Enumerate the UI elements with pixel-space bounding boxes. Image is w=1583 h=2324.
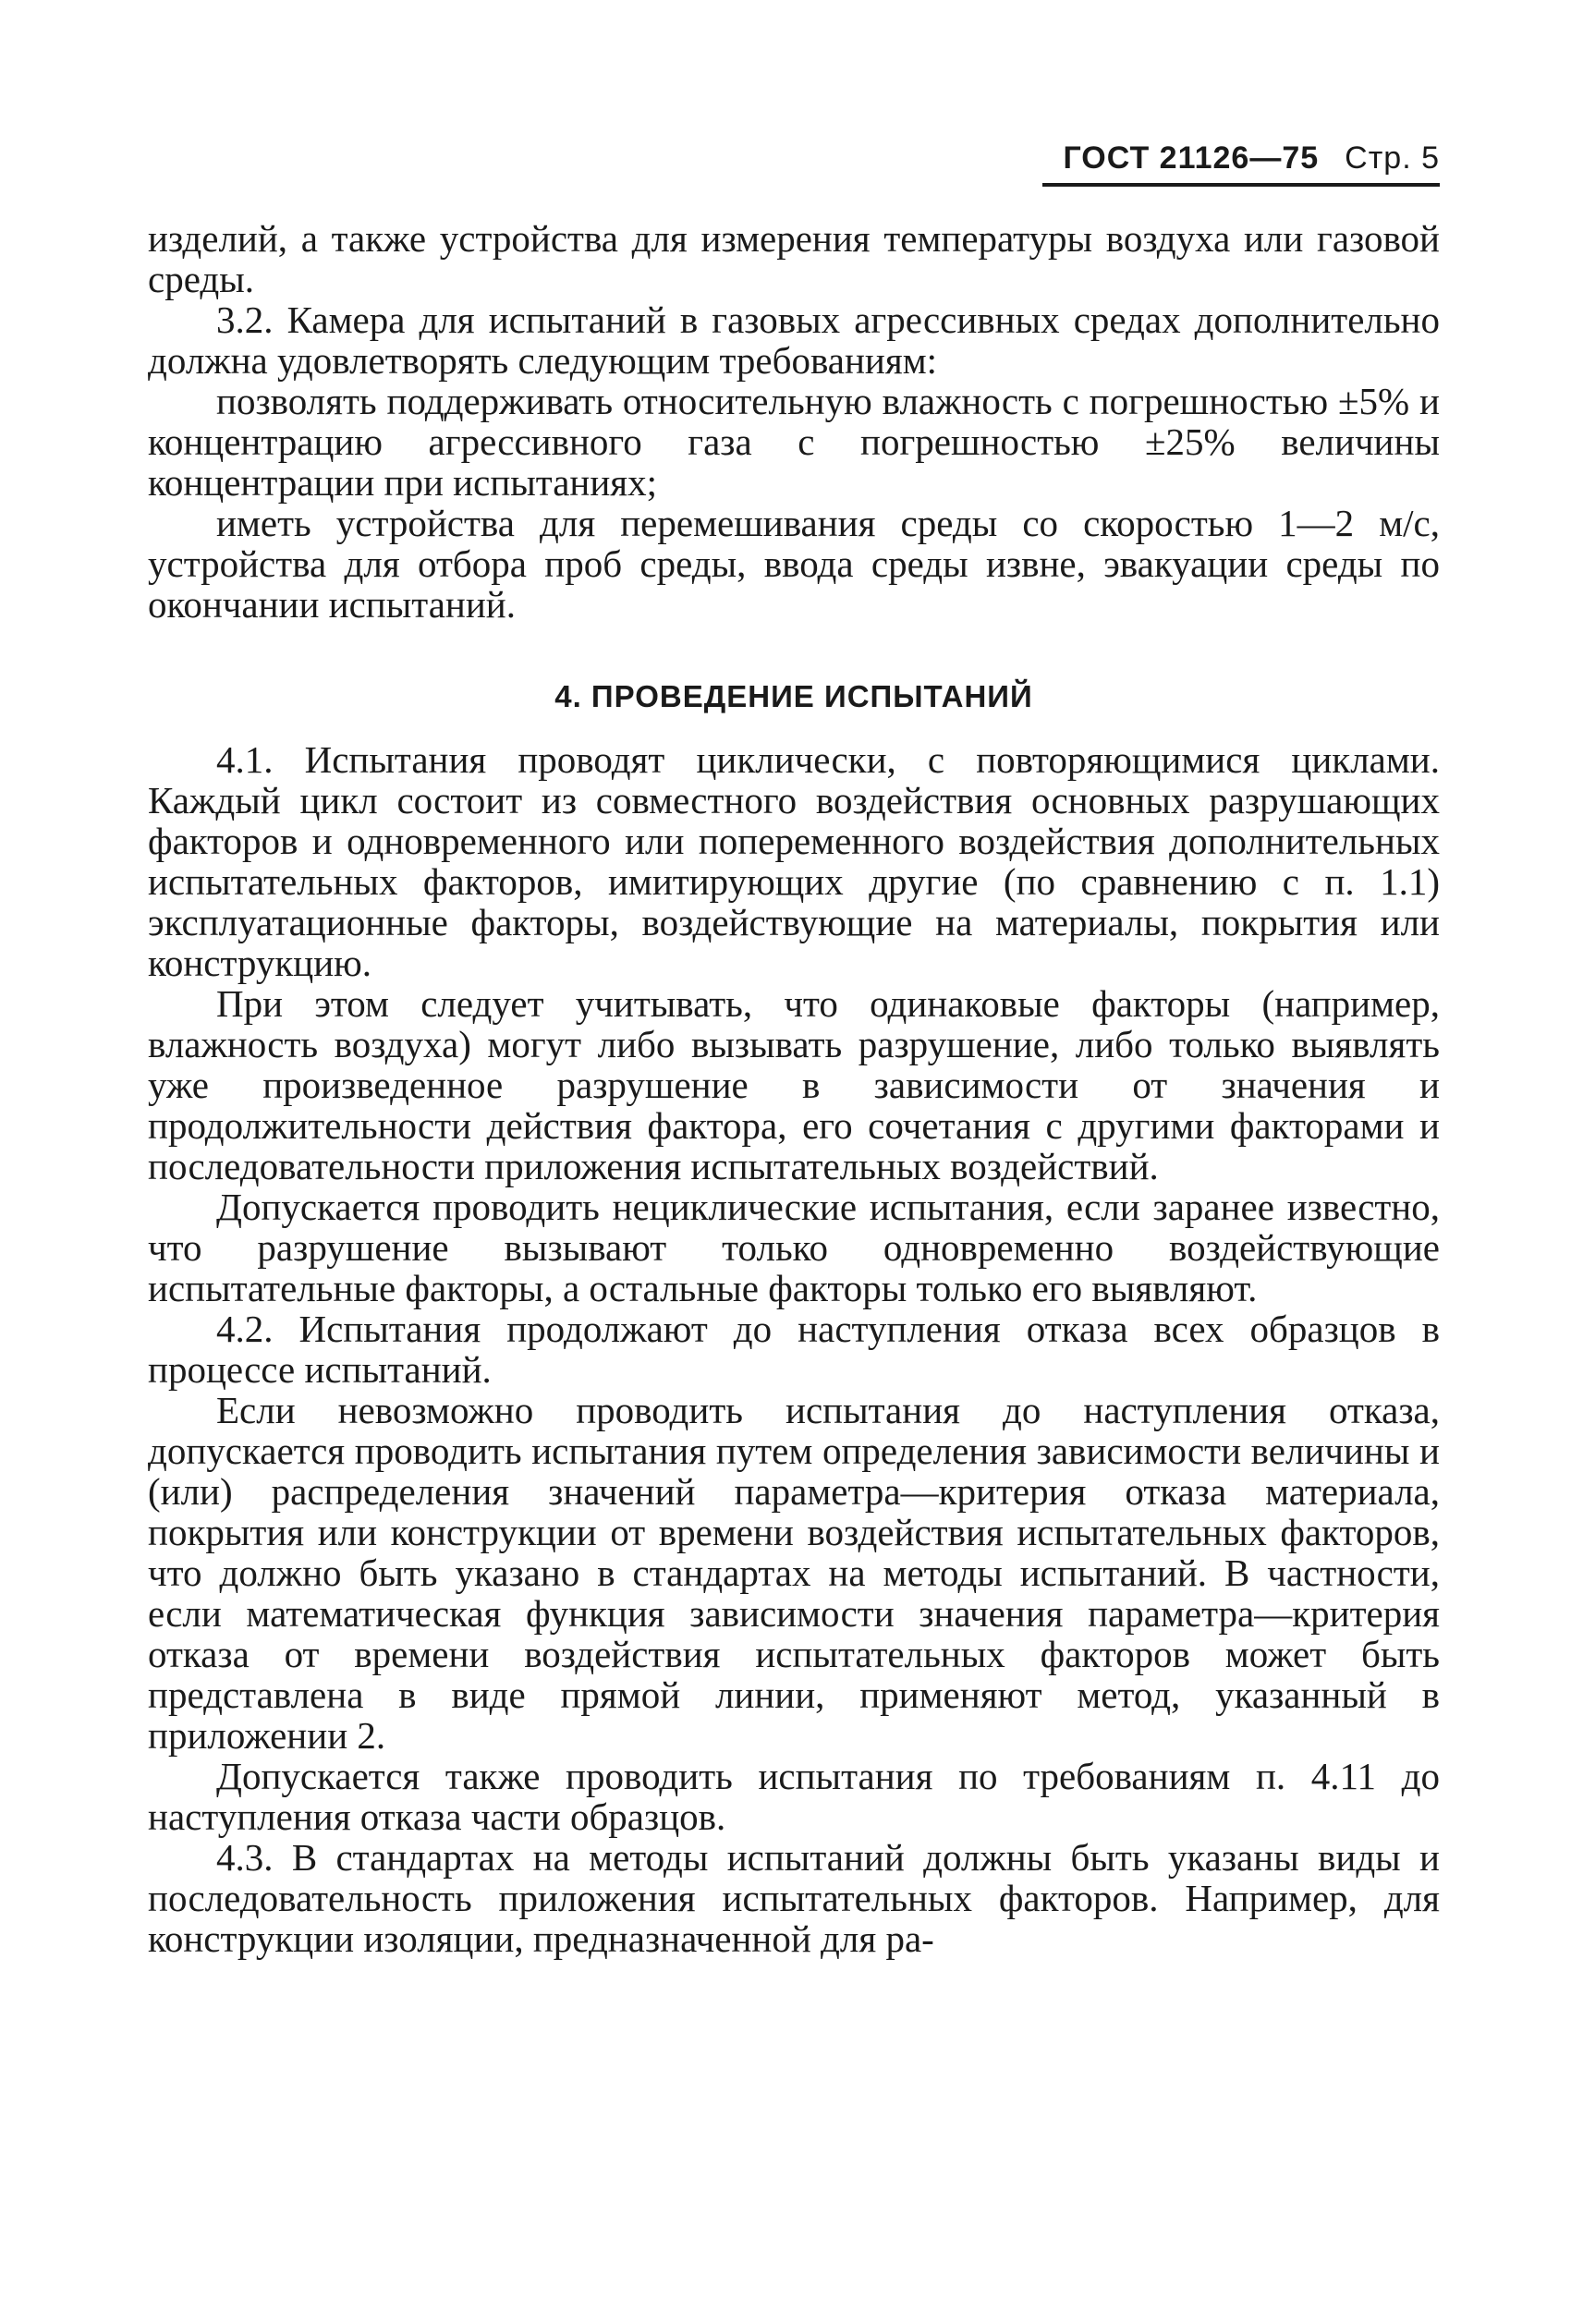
paragraph: иметь устройства для перемешивания среды со скоростью 1—2 м/с, устройства для отбора проб среды, ввода среды извне, эвакуации среды по окончании испытаний.: [148, 502, 1440, 626]
paragraph: Допускается проводить нециклические испытания, если заранее известно, что разрушение вызывают только одновременно воздействующие испытательные факторы, а остальные факторы только его выявляют.: [148, 1186, 1440, 1309]
running-header: [1063, 140, 1440, 176]
paragraph: 4.3. В стандартах на методы испытаний должны быть указаны виды и последовательность приложения испытательных факторов. Например, для конструкции изоляции, предназначенной для ра-: [148, 1836, 1440, 1960]
paragraph: 4.2. Испытания продолжают до наступления отказа всех образцов в процессе испытаний.: [148, 1308, 1440, 1391]
paragraph: Если невозможно проводить испытания до наступления отказа, допускается проводить испытания путем определения зависимости величины и (или) распределения значений параметра—критерия отказа материала, покрытия или конструкции от времени воздействия испытательных факторов, что должно быть указано в стандартах на методы испытаний. В частности, если математическая функция зависимости значения параметра—критерия отказа от времени воздействия испытательных факторов может быть представлена в виде прямой линии, применяют метод, указанный в приложении 2.: [148, 1389, 1440, 1757]
text-block-testing: [148, 739, 1440, 1959]
paragraph: При этом следует учитывать, что одинаковые факторы (например, влажность воздуха) могут либо вызывать разрушение, либо только выявлять уже произведенное разрушение в зависимости от значения и продолжительности действия фактора, его сочетания с другими факторами и последовательности приложения испытательных воздействий.: [148, 982, 1440, 1187]
paragraph: Допускается также проводить испытания по требованиям п. 4.11 до наступления отказа части образцов.: [148, 1755, 1440, 1838]
paragraph: 3.2. Камера для испытаний в газовых агрессивных средах дополнительно должна удовлетворять следующим требованиям:: [148, 298, 1440, 382]
paragraph: изделий, а также устройства для измерения температуры воздуха или газовой среды.: [148, 217, 1440, 300]
header-rule: [1042, 183, 1440, 187]
text-block-requirements: [148, 218, 1440, 625]
page-number: Стр. 5: [1345, 140, 1440, 176]
document-id: ГОСТ 21126—75: [1063, 140, 1320, 176]
paragraph: 4.1. Испытания проводят циклически, с повторяющимися циклами. Каждый цикл состоит из совместного воздействия основных разрушающих факторов и одновременного или попеременного воздействия дополнительных испытательных факторов, имитирующих другие (по сравнению с п. 1.1) эксплуатационные факторы, воздействующие на материалы, покрытия или конструкцию.: [148, 738, 1440, 984]
paragraph: позволять поддерживать относительную влажность с погрешностью ±5% и концентрацию агрессивного газа с погрешностью ±25% величины концентрации при испытаниях;: [148, 380, 1440, 504]
section-title: 4. ПРОВЕДЕНИЕ ИСПЫТАНИЙ: [554, 679, 1033, 713]
